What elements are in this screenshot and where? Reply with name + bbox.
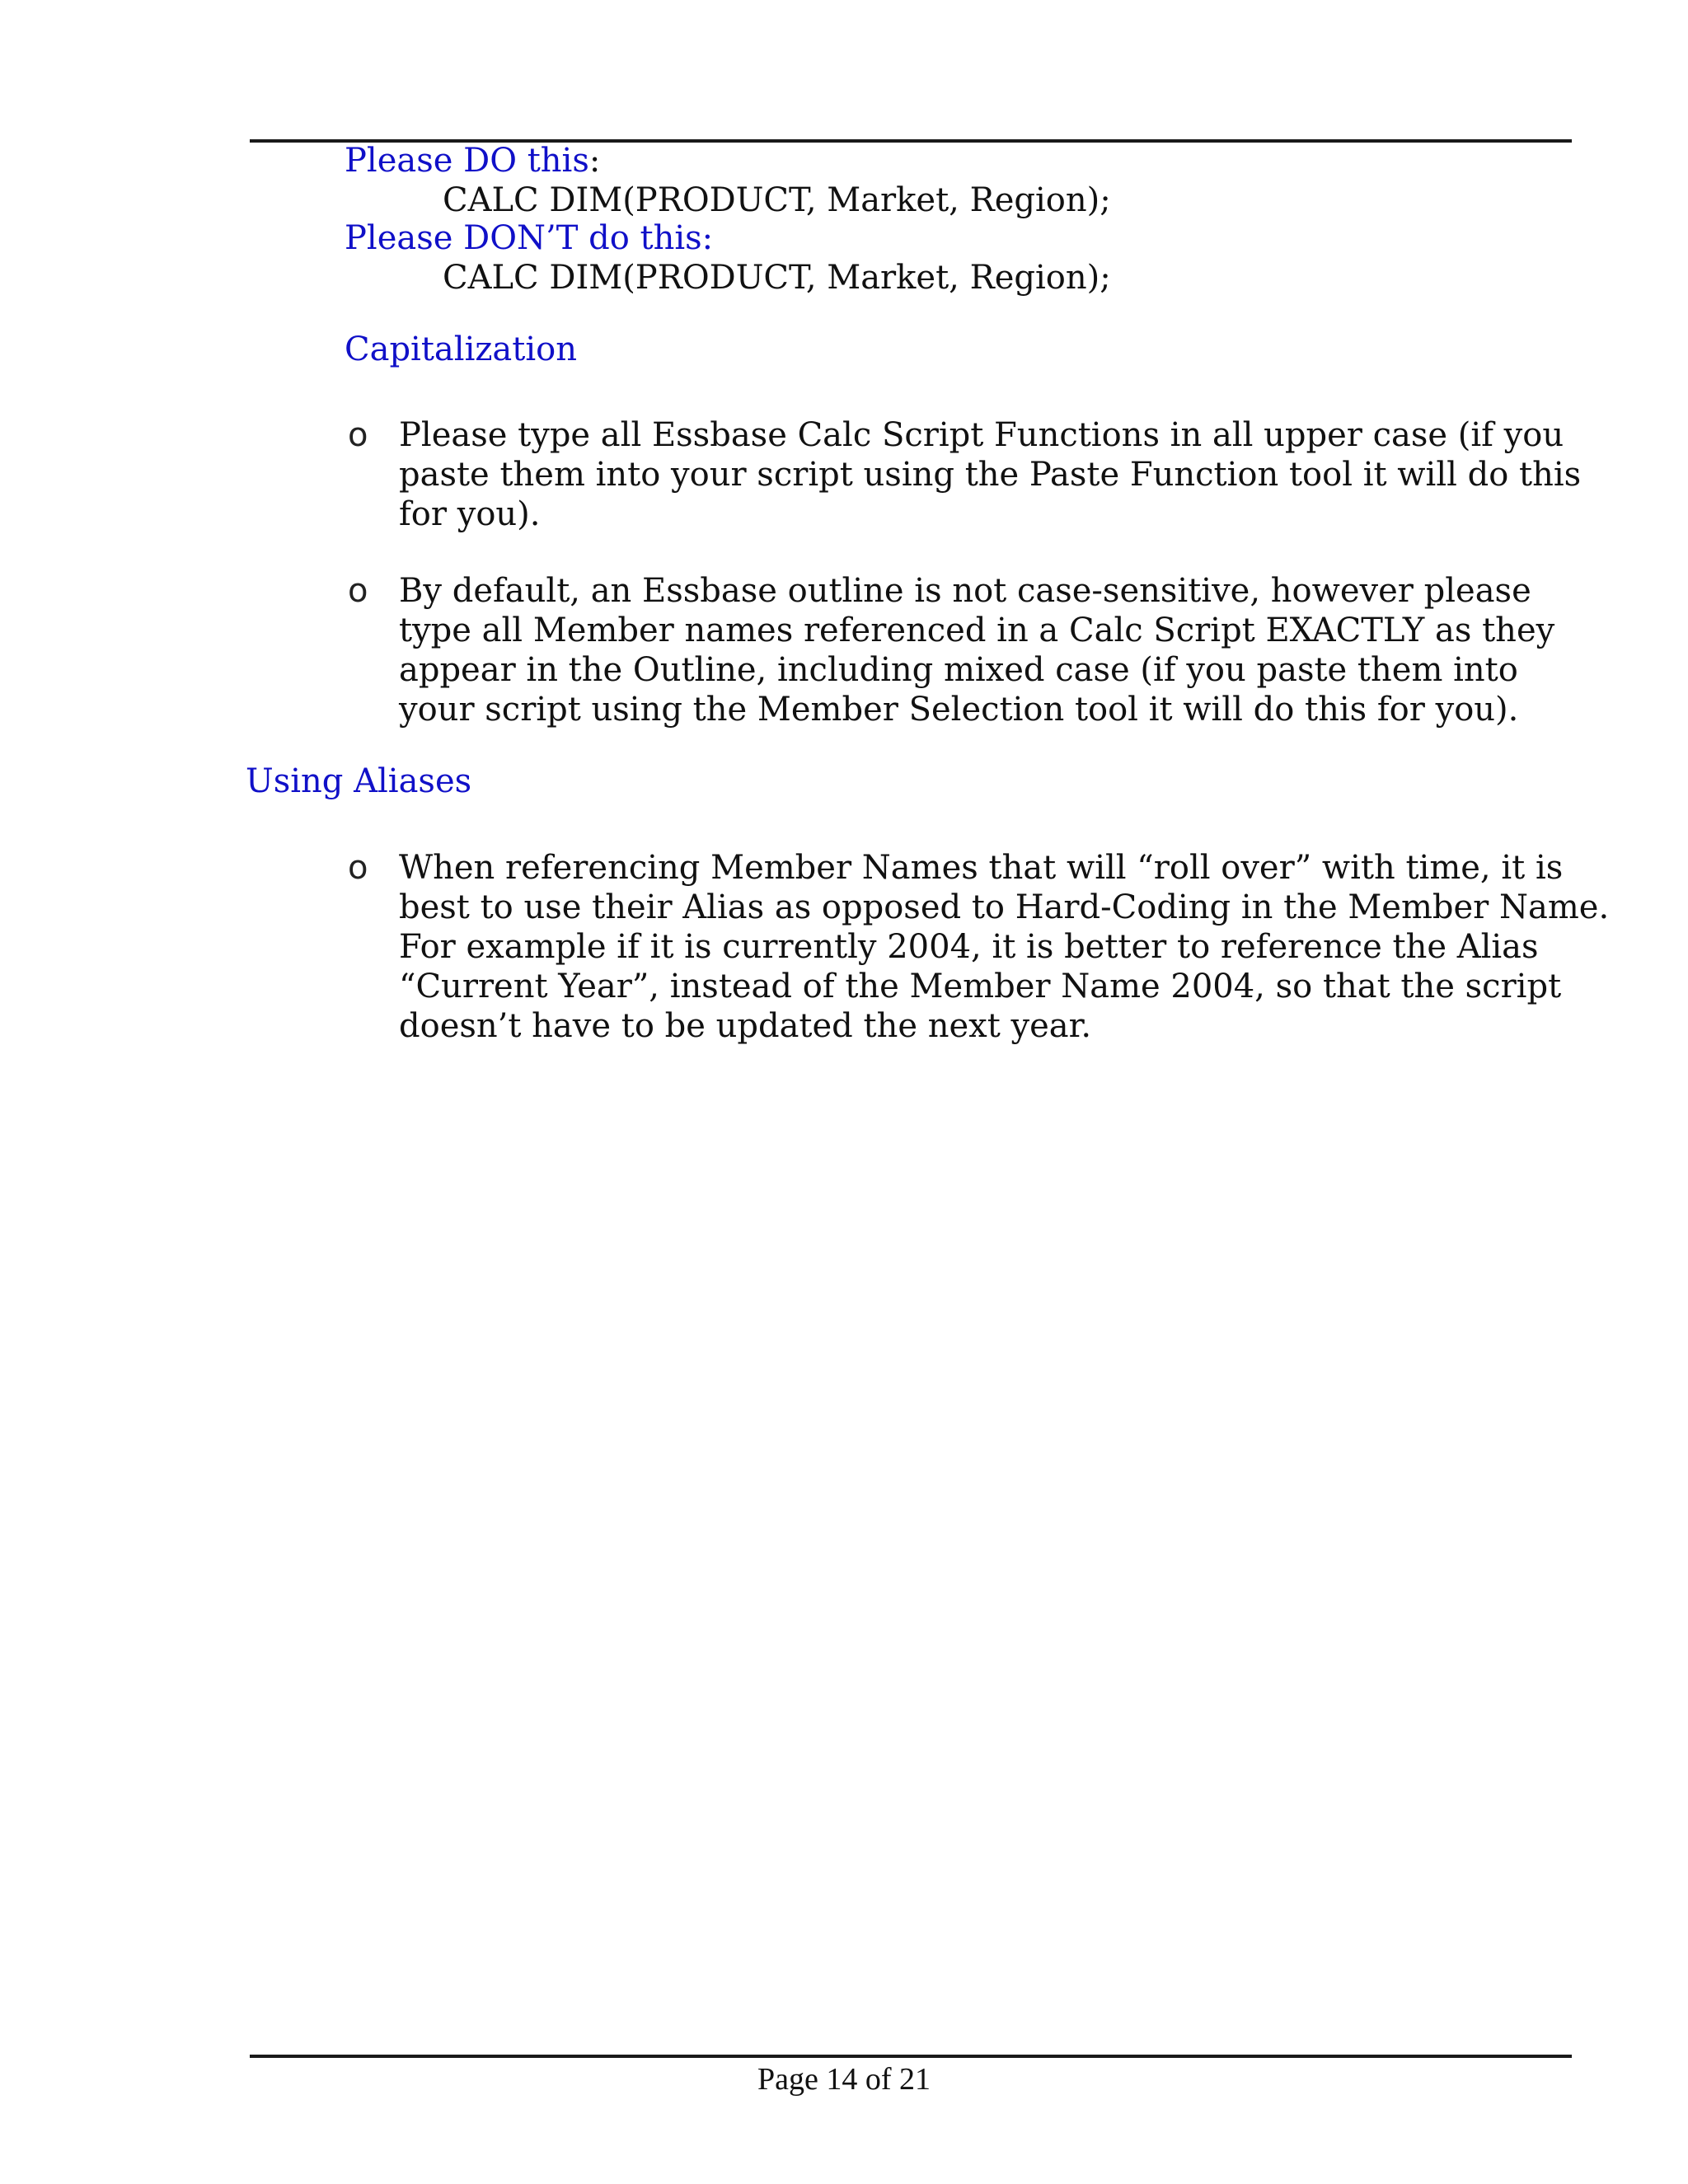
bullet-text <box>399 848 1609 1046</box>
do-this-label: Please DO this <box>345 142 589 180</box>
dont-do-this-code: CALC DIM(PRODUCT, Market, Region); <box>443 259 1111 297</box>
bullet-marker: o <box>348 572 368 610</box>
do-this-line <box>345 141 600 180</box>
dont-do-this-label: Please DON’T do this: <box>345 219 714 257</box>
bullet-text <box>399 571 1554 729</box>
bullet-marker: o <box>348 416 368 454</box>
bullet-line: For example if it is currently 2004, it is better to reference the Alias <box>399 928 1539 966</box>
bullet-line: By default, an Essbase outline is not case-sensitive, however please <box>399 572 1531 610</box>
footer-rule <box>250 2055 1572 2058</box>
bullet-marker: o <box>348 849 368 887</box>
using-aliases-heading: Using Aliases <box>246 762 472 800</box>
do-this-colon: : <box>588 142 601 180</box>
bullet-line: paste them into your script using the Paste Function tool it will do this <box>399 456 1582 494</box>
do-this-code: CALC DIM(PRODUCT, Market, Region); <box>443 181 1111 219</box>
bullet-line: for you). <box>399 495 541 533</box>
bullet-text <box>399 415 1581 534</box>
page-number: Page 14 of 21 <box>757 2062 931 2097</box>
bullet-line: Please type all Essbase Calc Script Functions in all upper case (if you <box>399 416 1564 454</box>
bullet-line: your script using the Member Selection tool it will do this for you). <box>399 691 1519 729</box>
bullet-line: type all Member names referenced in a Calc Script EXACTLY as they <box>399 612 1555 649</box>
capitalization-heading: Capitalization <box>345 330 577 368</box>
bullet-line: doesn’t have to be updated the next year. <box>399 1007 1092 1045</box>
bullet-line: “Current Year”, instead of the Member Name 2004, so that the script <box>399 968 1562 1005</box>
bullet-line: best to use their Alias as opposed to Hard-Coding in the Member Name. <box>399 888 1610 926</box>
bullet-line: appear in the Outline, including mixed case (if you paste them into <box>399 651 1518 689</box>
bullet-line: When referencing Member Names that will “roll over” with time, it is <box>399 849 1564 887</box>
